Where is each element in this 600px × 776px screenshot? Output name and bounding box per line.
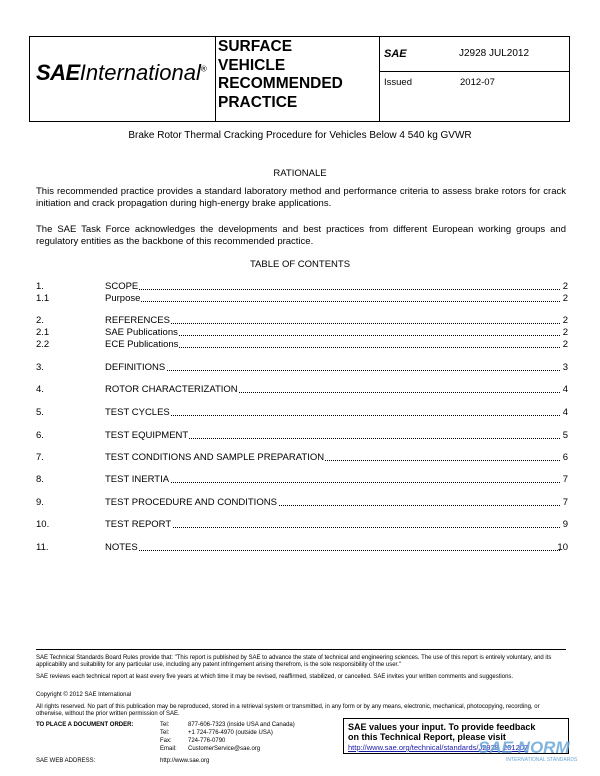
toc-label: TEST CONDITIONS AND SAMPLE PREPARATION bbox=[105, 452, 325, 463]
toc-number: 5. bbox=[36, 407, 44, 418]
document-category bbox=[218, 38, 343, 112]
toc-page: 3 bbox=[562, 362, 568, 373]
web-link[interactable]: http://www.sae.org bbox=[160, 758, 210, 764]
category-line: PRACTICE bbox=[218, 93, 298, 111]
toc-entry[interactable] bbox=[36, 327, 568, 339]
toc-page: 2 bbox=[562, 281, 568, 292]
document-number: J2928 JUL2012 bbox=[459, 48, 530, 59]
toc-heading: TABLE OF CONTENTS bbox=[249, 259, 351, 270]
toc-page: 6 bbox=[562, 452, 568, 463]
footer-copyright: Copyright © 2012 SAE International bbox=[36, 692, 132, 698]
sae-international-logo bbox=[36, 60, 207, 86]
toc-number: 4. bbox=[36, 384, 44, 395]
fax-label: Fax: bbox=[160, 738, 172, 744]
toc-page: 2 bbox=[562, 293, 568, 304]
logo-international: International bbox=[79, 60, 201, 85]
category-line: SURFACE bbox=[218, 38, 293, 55]
feedback-line: on this Technical Report, please visit bbox=[348, 732, 506, 742]
order-label: TO PLACE A DOCUMENT ORDER: bbox=[36, 722, 134, 728]
toc-page: 2 bbox=[562, 315, 568, 326]
toc-number: 1.1 bbox=[36, 293, 50, 304]
toc-entry[interactable] bbox=[36, 430, 568, 442]
toc-entry[interactable] bbox=[36, 542, 568, 554]
toc-entry[interactable] bbox=[36, 474, 568, 486]
feedback-line: SAE values your input. To provide feedback bbox=[348, 722, 536, 732]
toc-leader bbox=[105, 323, 560, 324]
toc-page: 4 bbox=[562, 407, 568, 418]
header-divider bbox=[379, 37, 380, 121]
header-divider bbox=[215, 37, 216, 121]
footer-divider bbox=[36, 649, 566, 650]
toc-leader bbox=[105, 415, 560, 416]
toc-label: TEST REPORT bbox=[105, 519, 172, 530]
toc-number: 2. bbox=[36, 315, 44, 326]
footer-review-note: SAE reviews each technical report at least every five years at which time it may be revised, reaffirmed, stabilized, or cancelled. SAE invites your written comments and suggestions. bbox=[36, 674, 514, 680]
toc-label: Purpose bbox=[105, 293, 141, 304]
logo-trademark: ® bbox=[200, 64, 207, 74]
toc-entry[interactable] bbox=[36, 519, 568, 531]
tel2-value[interactable]: +1 724-776-4970 (outside USA) bbox=[188, 730, 273, 736]
footer-rights: All rights reserved. No part of this publication may be reproduced, stored in a retrieval system or transmitted, in any form or by any means, electronic, mechanical, photocopying, recording, or otherwise, without the prior written permission of SAE. bbox=[36, 704, 540, 718]
toc-label: TEST INERTIA bbox=[105, 474, 170, 485]
toc-number: 10. bbox=[36, 519, 50, 530]
tel2-label: Tel: bbox=[160, 730, 170, 736]
toc-entry[interactable] bbox=[36, 452, 568, 464]
toc-leader bbox=[105, 289, 560, 290]
toc-label: TEST EQUIPMENT bbox=[105, 430, 189, 441]
footer-disclaimer: SAE Technical Standards Board Rules provide that: "This report is published by SAE to advance the state of technical and engineering sciences. The use of this report is entirely voluntary, and its applicability and suitability for any particular use, including any patent infringement arising therefrom, is the sole responsibility of the user." bbox=[36, 655, 552, 669]
rationale-heading: RATIONALE bbox=[273, 168, 327, 179]
toc-label: SCOPE bbox=[105, 281, 139, 292]
category-line: RECOMMENDED bbox=[218, 75, 343, 92]
sae-small-logo: SAE bbox=[384, 48, 407, 60]
toc-page: 7 bbox=[562, 497, 568, 508]
toc-label: SAE Publications bbox=[105, 327, 178, 338]
toc-number: 11. bbox=[36, 542, 49, 553]
toc-entry[interactable] bbox=[36, 281, 568, 293]
category-line: VEHICLE bbox=[218, 56, 286, 74]
toc-entry[interactable] bbox=[36, 315, 568, 327]
toc-entry[interactable] bbox=[36, 497, 568, 509]
toc-entry[interactable] bbox=[36, 407, 568, 419]
toc-label: NOTES bbox=[105, 542, 138, 553]
toc-page: 9 bbox=[562, 519, 568, 530]
toc-page: 2 bbox=[562, 327, 568, 338]
toc-label: DEFINITIONS bbox=[105, 362, 166, 373]
rationale-paragraph: This recommended practice provides a standard laboratory method and performance criteria to assess brake rotors for crack initiation and crack propagation during high-energy brake applications. bbox=[36, 186, 566, 209]
toc-leader bbox=[105, 301, 560, 302]
document-title: Brake Rotor Thermal Cracking Procedure for Vehicles Below 4 540 kg GVWR bbox=[128, 130, 472, 141]
toc-number: 8. bbox=[36, 474, 44, 485]
issued-label: Issued bbox=[384, 77, 412, 88]
logo-sae: SAE bbox=[36, 60, 80, 85]
toc-number: 1. bbox=[36, 281, 44, 292]
feedback-link[interactable]: http://www.sae.org/technical/standards/J2928_201207 bbox=[348, 743, 529, 752]
toc-page: 4 bbox=[562, 384, 568, 395]
toc-number: 9. bbox=[36, 497, 44, 508]
toc-label: ECE Publications bbox=[105, 339, 179, 350]
toc-entry[interactable] bbox=[36, 339, 568, 351]
toc-page: 5 bbox=[562, 430, 568, 441]
issued-date: 2012-07 bbox=[460, 77, 495, 88]
toc-number: 3. bbox=[36, 362, 44, 373]
toc-number: 6. bbox=[36, 430, 44, 441]
fax-value: 724-776-0790 bbox=[188, 738, 226, 744]
toc-leader bbox=[105, 527, 560, 528]
tel1-value[interactable]: 877-606-7323 (inside USA and Canada) bbox=[188, 722, 295, 728]
toc-leader bbox=[105, 550, 560, 551]
toc-label: ROTOR CHARACTERIZATION bbox=[105, 384, 238, 395]
toc-number: 7. bbox=[36, 452, 44, 463]
web-label: SAE WEB ADDRESS: bbox=[36, 758, 96, 764]
toc-page: 10 bbox=[557, 542, 568, 553]
email-label: Email: bbox=[160, 746, 177, 752]
toc-entry[interactable] bbox=[36, 293, 568, 305]
header-divider bbox=[379, 71, 570, 72]
tel1-label: Tel: bbox=[160, 722, 170, 728]
toc-page: 7 bbox=[562, 474, 568, 485]
watermark-subtext: INTERNATIONAL STANDARDS bbox=[506, 757, 578, 763]
toc-leader bbox=[105, 482, 560, 483]
toc-number: 2.2 bbox=[36, 339, 50, 350]
toc-label: REFERENCES bbox=[105, 315, 170, 326]
toc-page: 2 bbox=[562, 339, 568, 350]
toc-label: TEST PROCEDURE AND CONDITIONS bbox=[105, 497, 277, 508]
watermark-logo: SAE NORM bbox=[478, 738, 570, 757]
toc-leader bbox=[105, 370, 560, 371]
toc-label: TEST CYCLES bbox=[105, 407, 170, 418]
toc-entry[interactable] bbox=[36, 384, 568, 396]
toc-number: 2.1 bbox=[36, 327, 50, 338]
email-link[interactable]: CustomerService@sae.org bbox=[188, 746, 261, 752]
toc-entry[interactable] bbox=[36, 362, 568, 374]
rationale-paragraph: The SAE Task Force acknowledges the developments and best practices from different European working groups and regulatory entities as the backbone of this recommended practice. bbox=[36, 224, 566, 247]
